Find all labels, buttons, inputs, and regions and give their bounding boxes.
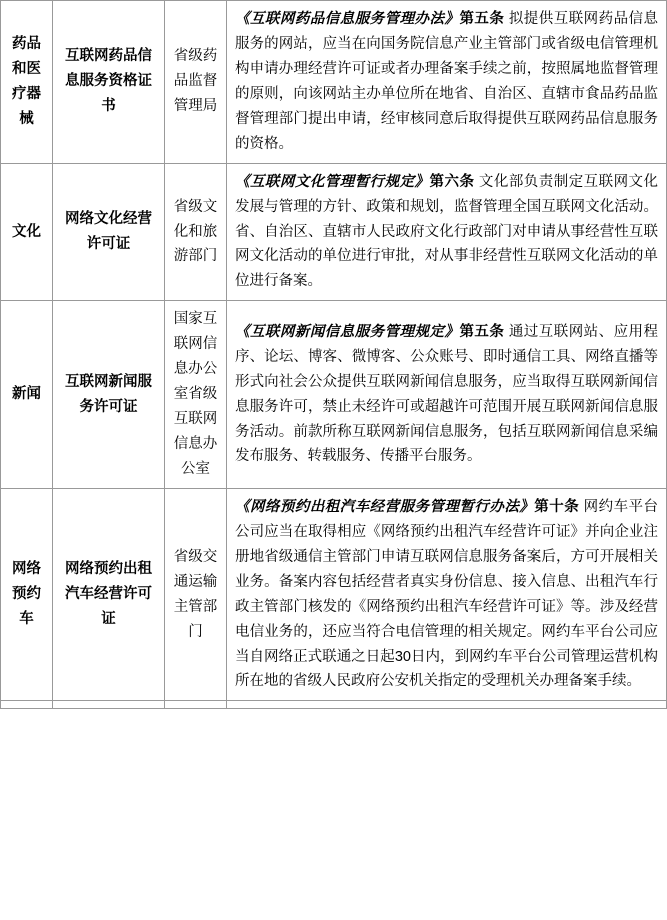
cell-license (53, 488, 165, 701)
cell-license (53, 701, 165, 709)
category-text: 网络预约车 (12, 561, 41, 628)
law-article: 第六条 (429, 173, 475, 190)
cell-basis (227, 163, 667, 301)
table-body (1, 1, 667, 709)
table-row (1, 301, 667, 489)
cell-authority (165, 488, 227, 701)
table-row-partial (1, 701, 667, 709)
cell-license (53, 1, 165, 164)
cell-category (1, 301, 53, 489)
cell-authority (165, 301, 227, 489)
category-text: 文化 (12, 223, 41, 240)
law-title: 《互联网药品信息服务管理办法》 (235, 11, 460, 27)
cell-basis (227, 488, 667, 701)
cell-authority (165, 701, 227, 709)
cell-authority (165, 1, 227, 164)
cell-category (1, 163, 53, 301)
law-article: 第五条 (459, 323, 505, 340)
law-title: 《互联网文化管理暂行规定》 (235, 173, 430, 190)
authority-text: 省级交通运输主管部门 (173, 548, 218, 640)
law-title: 《网络预约出租汽车经营服务管理暂行办法》 (235, 498, 535, 515)
cell-category (1, 488, 53, 701)
authority-text: 省级药品监督管理局 (173, 48, 218, 115)
law-article: 第五条 (459, 11, 505, 27)
law-article: 第十条 (534, 498, 580, 515)
cell-authority (165, 163, 227, 301)
law-text: 通过互联网站、应用程序、论坛、博客、微博客、公众账号、即时通信工具、网络直播等形式向社会公众提供互联网新闻信息服务，应当取得互联网新闻信息服务许可，禁止未经许可或超越许可范围开展互联网新闻信息服务活动。前款所称互联网新闻信息服务，包括互联网新闻信息采编发布服务、转载服务、传播平台服务。 (235, 323, 659, 465)
cell-license (53, 163, 165, 301)
license-text: 网络文化经营许可证 (65, 211, 152, 252)
law-text: 网约车平台公司应当在取得相应《网络预约出租汽车经营许可证》并向企业注册地省级通信主管部门申请互联网信息服务备案后，方可开展相关业务。备案内容包括经营者真实身份信息、接入信息、出租汽车行政主管部门核发的《网络预约出租汽车经营许可证》等。涉及经营电信业务的，还应当符合电信管理的相关规定。网约车平台公司应当自网络正式联通之日起30日内，到网约车平台公司管理运营机构所在地的省级人民政府公安机关指定的受理机关办理备案手续。 (235, 498, 659, 690)
table-row (1, 163, 667, 301)
cell-basis (227, 701, 667, 709)
table-row (1, 488, 667, 701)
law-title: 《互联网新闻信息服务管理规定》 (235, 323, 460, 340)
authority-text: 省级文化和旅游部门 (173, 198, 218, 265)
cell-license (53, 301, 165, 489)
law-text: 拟提供互联网药品信息服务的网站，应当在向国务院信息产业主管部门或省级电信管理机构申请办理经营许可证或者办理备案手续之前，按照属地监督管理的原则，向该网站主办单位所在地省、自治区、直辖市食品药品监督管理部门提出申请，经审核同意后取得提供互联网药品信息服务的资格。 (235, 11, 659, 152)
category-text: 新闻 (12, 386, 41, 403)
license-text: 互联网药品信息服务资格证书 (65, 48, 152, 115)
license-text: 网络预约出租汽车经营许可证 (65, 561, 152, 628)
table-row (1, 1, 667, 164)
cell-category (1, 1, 53, 164)
cell-basis (227, 301, 667, 489)
category-text: 药品和医疗器械 (12, 35, 41, 127)
cell-category (1, 701, 53, 709)
cell-basis (227, 1, 667, 164)
authority-text: 国家互联网信息办公室省级互联网信息办公室 (173, 311, 218, 477)
law-text: 文化部负责制定互联网文化发展与管理的方针、政策和规划，监督管理全国互联网文化活动。省、自治区、直辖市人民政府文化行政部门对申请从事经营性互联网文化活动的单位进行审批，对从事非经营性互联网文化活动的单位进行备案。 (235, 173, 659, 290)
license-text: 互联网新闻服务许可证 (65, 373, 152, 415)
